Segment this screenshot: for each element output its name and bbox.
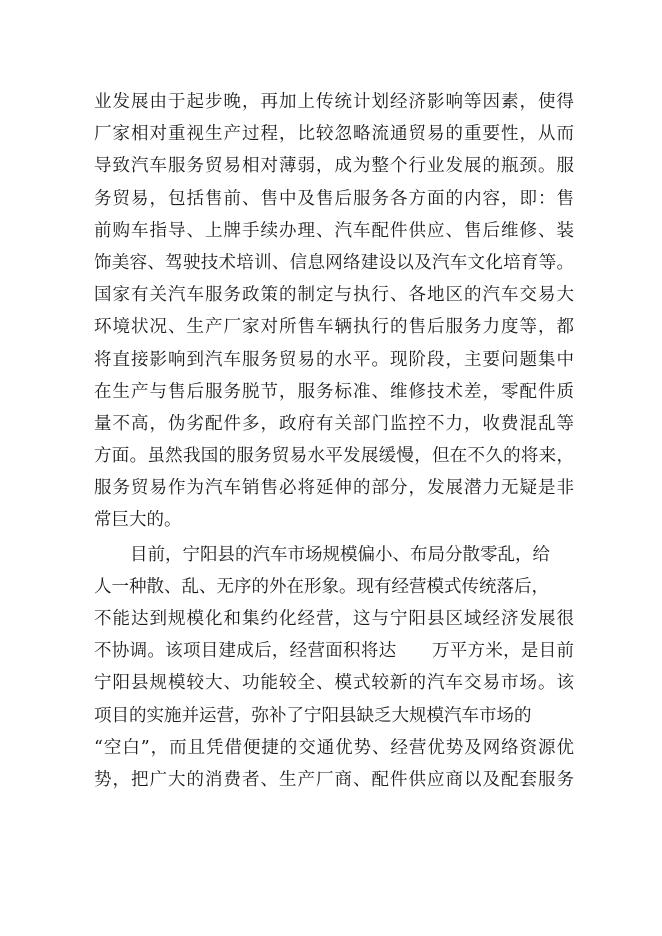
text-line: 势，把广大的消费者、生产厂商、配件供应商以及配套服务 xyxy=(94,769,574,790)
text-line: 务贸易，包括售前、售中及售后服务各方面的内容，即：售 xyxy=(94,188,574,209)
text-line: 饰美容、驾驶技术培训、信息网络建设以及汽车文化培育等。 xyxy=(94,252,574,273)
text-line: 量不高，伪劣配件多，政府有关部门监控不力，收费混乱等 xyxy=(94,413,574,434)
text-line: 导致汽车服务贸易相对薄弱，成为整个行业发展的瓶颈。服 xyxy=(94,156,574,177)
text-line: 不能达到规模化和集约化经营，这与宁阳县区域经济发展很 xyxy=(94,609,574,629)
body-text xyxy=(94,86,574,796)
text-line: 服务贸易作为汽车销售必将延伸的部分，发展潜力无疑是非 xyxy=(94,478,574,499)
text-line: 将直接影响到汽车服务贸易的水平。现阶段，主要问题集中 xyxy=(94,349,574,370)
text-line: 项目的实施并运营，弥补了宁阳县缺乏大规模汽车市场的 xyxy=(94,705,532,726)
paragraph-2 xyxy=(94,539,574,797)
text-line: 人一种散、乱、无序的外在形象。现有经营模式传统落后， xyxy=(94,576,549,597)
text-line: 宁阳县规模较大、功能较全、模式较新的汽车交易市场。该 xyxy=(94,673,574,694)
text-line: 目前，宁阳县的汽车市场规模偏小、布局分散零乱，给 xyxy=(130,544,550,565)
text-line: 业发展由于起步晚，再加上传统计划经济影响等因素，使得 xyxy=(94,92,574,112)
text-line: 国家有关汽车服务政策的制定与执行、各地区的汽车交易大 xyxy=(94,285,574,306)
text-line: “空白”，而且凭借便捷的交通优势、经营优势及网络资源优 xyxy=(94,737,574,758)
text-line: 环境状况、生产厂家对所售车辆执行的售后服务力度等，都 xyxy=(94,317,574,338)
text-line: 方面。虽然我国的服务贸易水平发展缓慢，但在不久的将来， xyxy=(94,446,574,467)
text-line: 厂家相对重视生产过程，比较忽略流通贸易的重要性，从而 xyxy=(94,124,574,145)
text-line: 不协调。该项目建成后，经营面积将达 万平方米，是目前 xyxy=(94,641,574,662)
text-line: 前购车指导、上牌手续办理、汽车配件供应、售后维修、装 xyxy=(94,220,574,241)
text-line: 在生产与售后服务脱节，服务标准、维修技术差，零配件质 xyxy=(94,381,574,402)
paragraph-1 xyxy=(94,86,574,537)
text-line: 常巨大的。 xyxy=(94,510,182,531)
